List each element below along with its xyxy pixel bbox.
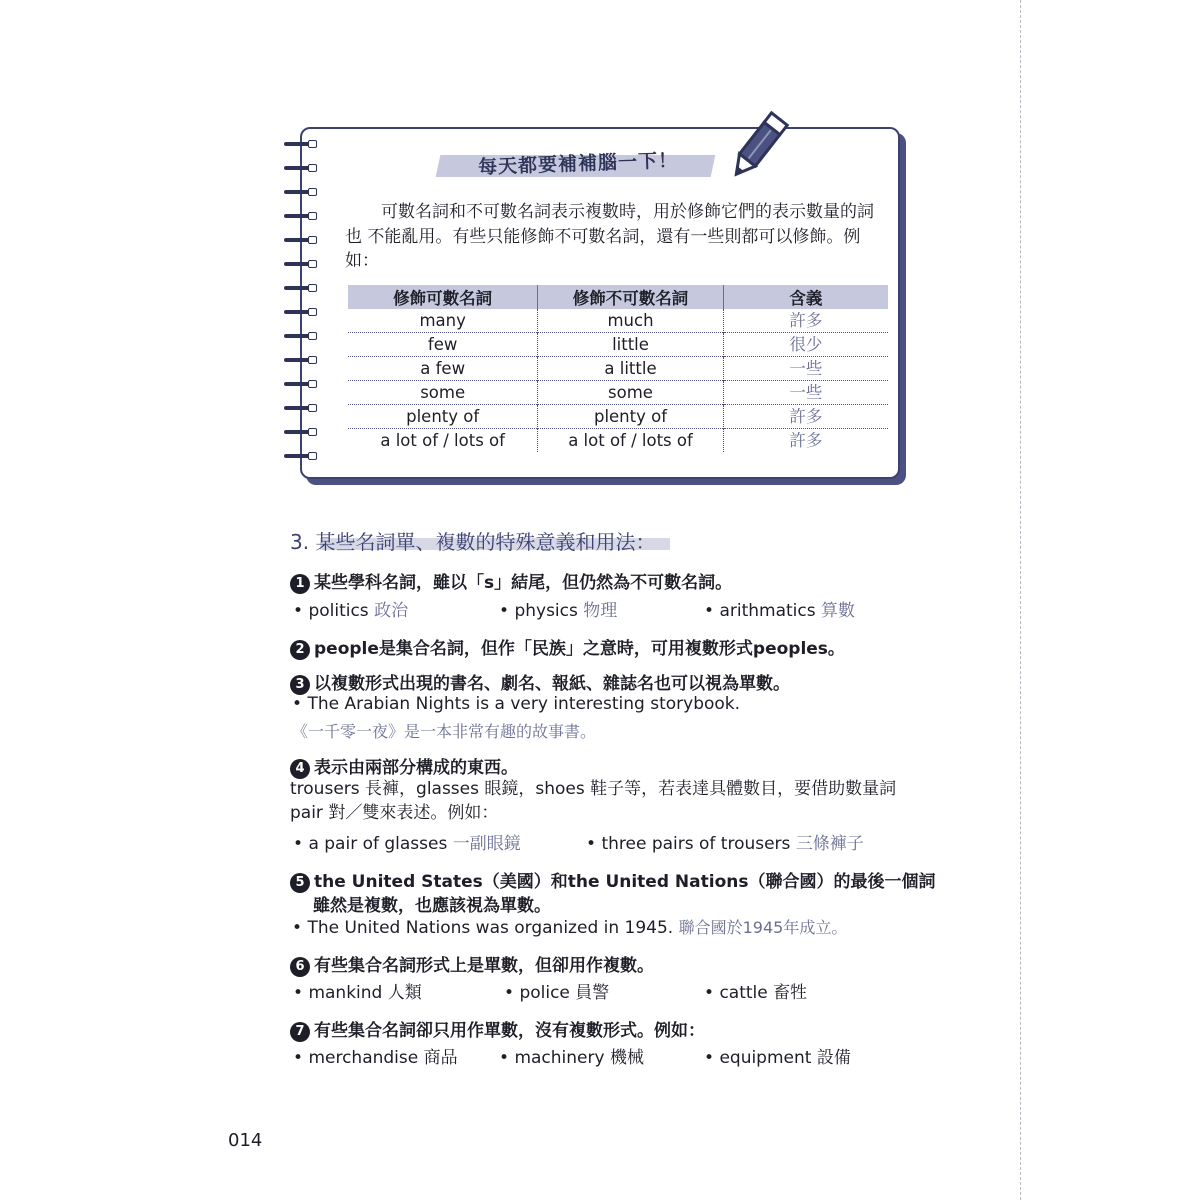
item-number-badge: 3 xyxy=(290,675,310,695)
example-item: • three pairs of trousers 三條褲子 xyxy=(586,834,864,854)
table-cell: 一些 xyxy=(723,357,888,381)
item-number-badge: 6 xyxy=(290,957,310,977)
example-zh: 三條褲子 xyxy=(795,834,864,854)
table-header: 修飾不可數名詞 xyxy=(538,285,723,309)
example-zh: 一副眼鏡 xyxy=(452,834,521,854)
example-zh: 員警 xyxy=(575,983,610,1003)
item-heading xyxy=(290,867,935,893)
item-heading xyxy=(290,634,845,660)
example-en: mankind xyxy=(308,983,383,1003)
page-fold-line xyxy=(1020,0,1021,1200)
example-zh: 人類 xyxy=(387,983,422,1003)
table-row xyxy=(348,357,888,381)
quantifier-table xyxy=(348,285,888,452)
page-number: 014 xyxy=(228,1130,263,1151)
item-heading-text: 以複數形式出現的書名、劇名、報紙、雜誌名也可以視為單數。 xyxy=(314,674,790,694)
table-cell: many xyxy=(419,310,466,330)
example-en: equipment xyxy=(719,1048,812,1068)
example-sentence: • The United Nations was organized in 1945. 聯合國於1945年成立。 xyxy=(292,918,848,938)
example-item: • a pair of glasses 一副眼鏡 xyxy=(293,834,521,854)
table-row xyxy=(348,333,888,357)
item-heading-text: people是集合名詞，但作「民族」之意時，可用複數形式peoples。 xyxy=(314,639,845,659)
example-item: • cattle 畜牲 xyxy=(704,983,808,1003)
section-title: 3. 某些名詞單、複數的特殊意義和用法： xyxy=(290,530,656,554)
table-cell: plenty of xyxy=(348,405,538,429)
example-item: • machinery 機械 xyxy=(499,1048,644,1068)
example-item: • police 員警 xyxy=(504,983,610,1003)
item-number-badge: 4 xyxy=(290,759,310,779)
table-cell: a lot of / lots of xyxy=(538,429,723,453)
spiral-rings xyxy=(284,139,324,469)
item-number-badge: 7 xyxy=(290,1022,310,1042)
box-intro: 可數名詞和不可數名詞表示複數時，用於修飾它們的表示數量的詞也 不能亂用。有些只能修飾不可數名詞，還有一些則都可以修飾。例如： xyxy=(345,202,874,271)
table-cell: 很少 xyxy=(723,333,888,357)
example-en: politics xyxy=(308,601,369,621)
example-translation: 《一千零一夜》是一本非常有趣的故事書。 xyxy=(292,722,597,741)
item-heading xyxy=(290,753,518,779)
spiral-ring xyxy=(284,211,322,221)
example-zh: 物理 xyxy=(583,601,618,621)
example-item: • arithmatics 算數 xyxy=(704,601,855,621)
item-heading xyxy=(290,669,790,695)
example-en: The United Nations was organized in 1945. xyxy=(307,918,674,938)
box-title-wrap xyxy=(428,145,728,185)
spiral-ring xyxy=(284,427,322,437)
table-cell: plenty of xyxy=(538,405,723,429)
example-item: • merchandise 商品 xyxy=(293,1048,458,1068)
example-en: three pairs of trousers xyxy=(601,834,791,854)
table-cell: 許多 xyxy=(723,309,888,333)
table-header-row xyxy=(348,285,888,309)
example-en: arithmatics xyxy=(719,601,816,621)
example-en: police xyxy=(519,983,570,1003)
table-cell: some xyxy=(538,381,723,405)
spiral-ring xyxy=(284,403,322,413)
item-heading-text: 某些學科名詞，雖以「s」結尾，但仍然為不可數名詞。 xyxy=(314,573,733,593)
item-number-badge: 5 xyxy=(290,873,310,893)
example-en: The Arabian Nights is a very interesting storybook. xyxy=(307,694,741,714)
pencil-icon xyxy=(716,109,796,189)
example-en: cattle xyxy=(719,983,768,1003)
spiral-ring xyxy=(284,139,322,149)
example-item: • politics 政治 xyxy=(293,601,409,621)
tip-notebook xyxy=(300,127,900,479)
example-en: a pair of glasses xyxy=(308,834,448,854)
spiral-ring xyxy=(284,235,322,245)
item-heading xyxy=(290,951,654,977)
table-cell: much xyxy=(538,309,723,333)
example-en: merchandise xyxy=(308,1048,419,1068)
table-row xyxy=(348,429,888,453)
example-zh: 政治 xyxy=(374,601,409,621)
table-cell: 許多 xyxy=(723,429,888,453)
table-header: 含義 xyxy=(723,285,888,309)
item-heading xyxy=(290,568,732,594)
spiral-ring xyxy=(284,451,322,461)
example-en: machinery xyxy=(514,1048,605,1068)
item-heading xyxy=(290,1016,705,1042)
example-zh: 聯合國於1945年成立。 xyxy=(678,918,848,937)
spiral-ring xyxy=(284,331,322,341)
spiral-ring xyxy=(284,355,322,365)
table-row xyxy=(348,405,888,429)
table-cell: few xyxy=(348,333,538,357)
table-row xyxy=(348,309,888,333)
spiral-ring xyxy=(284,283,322,293)
example-zh: 商品 xyxy=(423,1048,458,1068)
table-header: 修飾可數名詞 xyxy=(348,285,538,309)
example-item: • mankind 人類 xyxy=(293,983,422,1003)
example-item: • physics 物理 xyxy=(499,601,618,621)
example-sentence: • The Arabian Nights is a very interesting storybook. xyxy=(292,694,741,714)
item-heading-continued: 雖然是複數，也應該視為單數。 xyxy=(313,896,551,916)
example-zh: 設備 xyxy=(816,1048,851,1068)
table-cell: 許多 xyxy=(723,405,888,429)
item-heading-text: 有些集合名詞形式上是單數，但卻用作複數。 xyxy=(314,956,654,976)
spiral-ring xyxy=(284,379,322,389)
table-cell: a lot of / lots of xyxy=(348,429,538,453)
item-heading-text: the United States（美國）和the United Nations（聯合國）的最後一個詞 xyxy=(314,872,936,892)
item-number-badge: 1 xyxy=(290,574,310,594)
item-number-badge: 2 xyxy=(290,640,310,660)
example-zh: 機械 xyxy=(609,1048,644,1068)
example-en: physics xyxy=(514,601,578,621)
table-cell: some xyxy=(348,381,538,405)
spiral-ring xyxy=(284,307,322,317)
example-zh: 算數 xyxy=(820,601,855,621)
spiral-ring xyxy=(284,187,322,197)
table-cell: 一些 xyxy=(723,381,888,405)
item-heading-text: 表示由兩部分構成的東西。 xyxy=(314,758,518,778)
item-paragraph: trousers 長褲，glasses 眼鏡，shoes 鞋子等，若表達具體數目，要借助數量詞 pair 對／雙來表述。例如： xyxy=(290,779,897,823)
table-cell: a little xyxy=(538,357,723,381)
item-heading-text: 有些集合名詞卻只用作單數，沒有複數形式。例如： xyxy=(314,1021,705,1041)
spiral-ring xyxy=(284,259,322,269)
table-row xyxy=(348,381,888,405)
spiral-ring xyxy=(284,163,322,173)
example-item: • equipment 設備 xyxy=(704,1048,851,1068)
example-zh: 畜牲 xyxy=(773,983,808,1003)
box-title: 每天都要補補腦一下！ xyxy=(477,149,679,179)
table-cell: a few xyxy=(348,357,538,381)
table-cell: little xyxy=(538,333,723,357)
